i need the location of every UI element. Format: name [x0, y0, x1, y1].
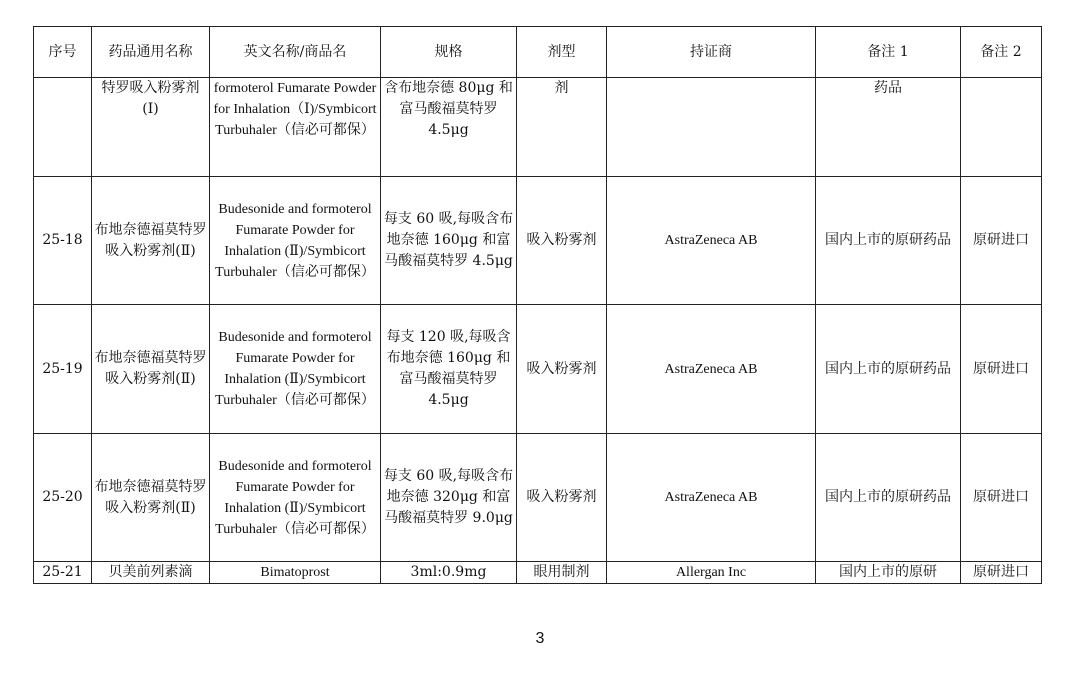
cell-dosage-form: 吸入粉雾剂 [517, 305, 607, 434]
header-holder: 持证商 [607, 27, 816, 78]
cell-note-2: 原研进口 [961, 305, 1042, 434]
cell-spec: 3ml:0.9mg [381, 562, 517, 584]
header-note-1: 备注 1 [816, 27, 961, 78]
table-row [34, 562, 1042, 584]
cell-note-1: 国内上市的原研药品 [816, 305, 961, 434]
table-row [34, 434, 1042, 562]
cell-seq [34, 78, 92, 177]
header-spec: 规格 [381, 27, 517, 78]
header-dosage-form: 剂型 [517, 27, 607, 78]
drug-table [33, 26, 1042, 584]
cell-english-name: Budesonide and formoterol Fumarate Powder for Inhalation (Ⅱ)/Symbicort Turbuhaler（信必可都保） [210, 305, 381, 434]
cell-generic-name: 布地奈德福莫特罗吸入粉雾剂(Ⅱ) [92, 305, 210, 434]
cell-note-1: 国内上市的原研药品 [816, 434, 961, 562]
cell-spec: 含布地奈德 80μg 和富马酸福莫特罗 4.5μg [381, 78, 517, 177]
cell-seq: 25-20 [34, 434, 92, 562]
cell-english-name: Bimatoprost [210, 562, 381, 584]
page-number: 3 [535, 630, 545, 647]
cell-holder: AstraZeneca AB [607, 305, 816, 434]
cell-spec: 每支 60 吸,每吸含布地奈德 160μg 和富马酸福莫特罗 4.5μg [381, 177, 517, 305]
header-note-2: 备注 2 [961, 27, 1042, 78]
table-header-row [34, 27, 1042, 78]
cell-holder: AstraZeneca AB [607, 434, 816, 562]
cell-note-1: 国内上市的原研药品 [816, 177, 961, 305]
cell-dosage-form: 剂 [517, 78, 607, 177]
cell-spec: 每支 60 吸,每吸含布地奈德 320μg 和富马酸福莫特罗 9.0μg [381, 434, 517, 562]
cell-note-2: 原研进口 [961, 177, 1042, 305]
cell-generic-name: 贝美前列素滴 [92, 562, 210, 584]
cell-note-2: 原研进口 [961, 434, 1042, 562]
cell-generic-name: 布地奈德福莫特罗吸入粉雾剂(Ⅱ) [92, 177, 210, 305]
cell-english-name: Budesonide and formoterol Fumarate Powder for Inhalation (Ⅱ)/Symbicort Turbuhaler（信必可都保） [210, 177, 381, 305]
cell-dosage-form: 眼用制剂 [517, 562, 607, 584]
header-english-name: 英文名称/商品名 [210, 27, 381, 78]
cell-holder: Allergan Inc [607, 562, 816, 584]
cell-seq: 25-19 [34, 305, 92, 434]
cell-generic-name: 布地奈德福莫特罗吸入粉雾剂(Ⅱ) [92, 434, 210, 562]
cell-note-2: 原研进口 [961, 562, 1042, 584]
cell-note-1: 国内上市的原研 [816, 562, 961, 584]
cell-note-2 [961, 78, 1042, 177]
cell-generic-name: 特罗吸入粉雾剂(Ⅰ) [92, 78, 210, 177]
cell-dosage-form: 吸入粉雾剂 [517, 177, 607, 305]
cell-note-1: 药品 [816, 78, 961, 177]
header-seq: 序号 [34, 27, 92, 78]
table-row [34, 177, 1042, 305]
cell-spec: 每支 120 吸,每吸含布地奈德 160μg 和富马酸福莫特罗 4.5μg [381, 305, 517, 434]
header-generic-name: 药品通用名称 [92, 27, 210, 78]
cell-english-name: Budesonide and formoterol Fumarate Powder for Inhalation (Ⅱ)/Symbicort Turbuhaler（信必可都保） [210, 434, 381, 562]
cell-dosage-form: 吸入粉雾剂 [517, 434, 607, 562]
cell-seq: 25-18 [34, 177, 92, 305]
table-row [34, 78, 1042, 177]
cell-holder: AstraZeneca AB [607, 177, 816, 305]
cell-seq: 25-21 [34, 562, 92, 584]
cell-holder [607, 78, 816, 177]
cell-english-name: formoterol Fumarate Powder for Inhalation（Ⅰ)/Symbicort Turbuhaler（信必可都保） [210, 78, 381, 177]
table-row [34, 305, 1042, 434]
